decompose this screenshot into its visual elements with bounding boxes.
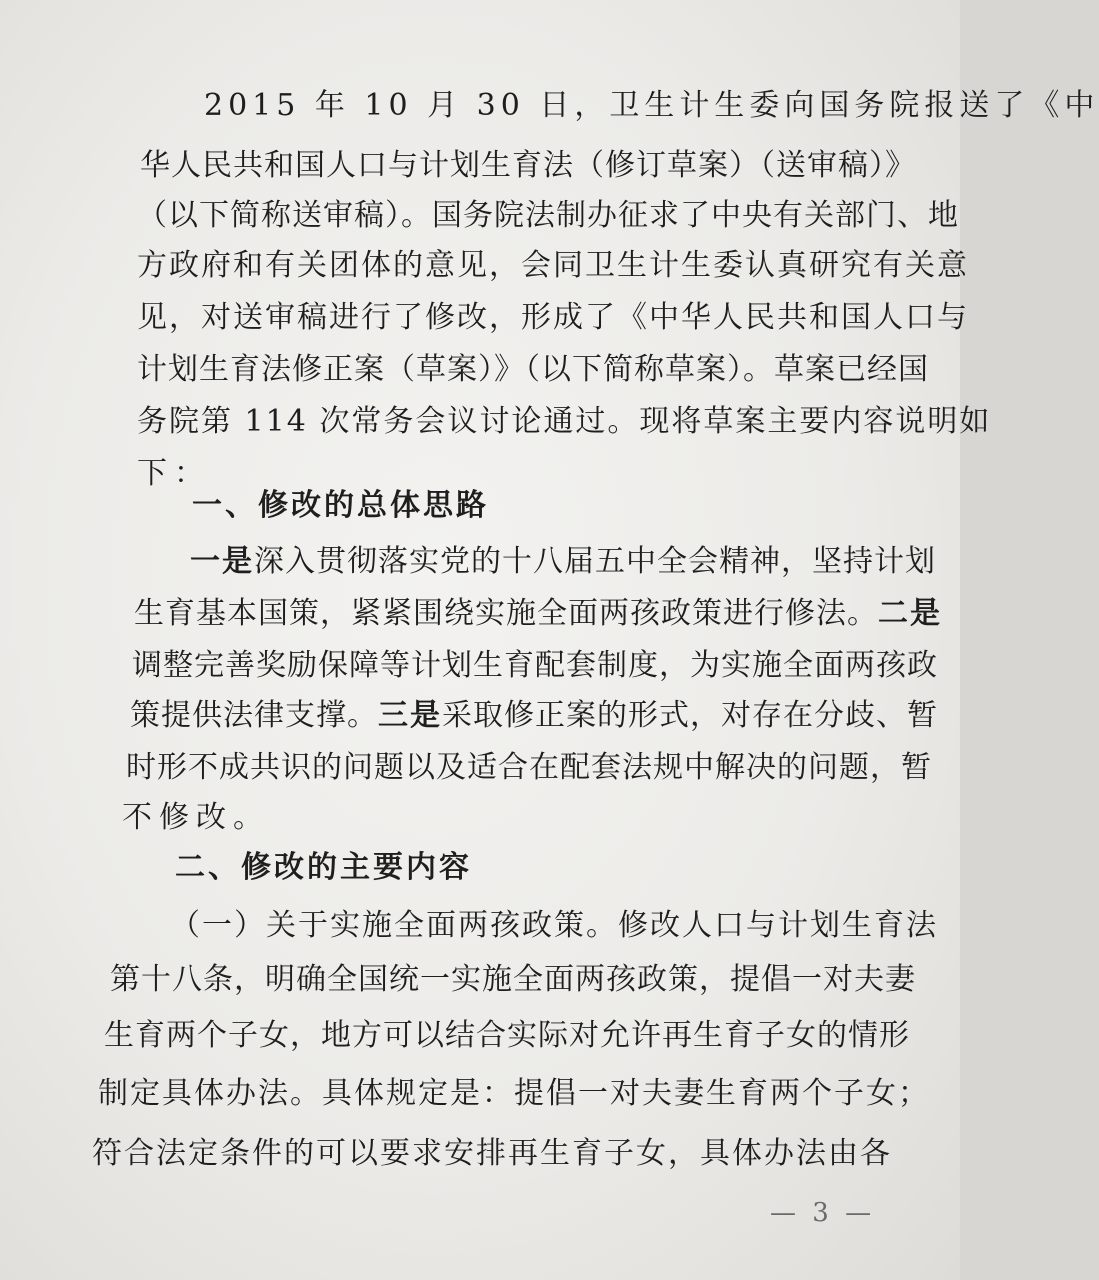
paragraph-line: 生育两个子女，地方可以结合实际对允许再生育子女的情形 — [104, 1018, 910, 1053]
section-heading: 二、修改的主要内容 — [175, 850, 472, 885]
page-number: — 3 — — [770, 1198, 876, 1228]
section-heading: 一、修改的总体思路 — [192, 488, 489, 523]
paragraph-line: 务院第 114 次常务会议讨论通过。现将草案主要内容说明如 — [137, 404, 992, 439]
emphasis-text: 二是 — [878, 596, 942, 631]
paragraph-line: 制定具体办法。具体规定是：提倡一对夫妻生育两个子女； — [98, 1076, 930, 1111]
paragraph-line: 第十八条，明确全国统一实施全面两孩政策，提倡一对夫妻 — [110, 962, 916, 997]
paragraph-line: 计划生育法修正案（草案）》（以下简称草案）。草案已经国 — [137, 352, 929, 387]
emphasis-text: 三是 — [378, 698, 442, 733]
paragraph-text: 策提供法律支撑。 — [130, 698, 378, 733]
paragraph-line: 2015 年 10 月 30 日，卫生计生委向国务院报送了《中 — [204, 88, 1099, 123]
paragraph-line — [130, 696, 938, 736]
paragraph-line: 方政府和有关团体的意见，会同卫生计生委认真研究有关意 — [137, 248, 969, 283]
paragraph-line: 符合法定条件的可以要求安排再生育子女，具体办法由各 — [92, 1136, 892, 1171]
paragraph-line: （一）关于实施全面两孩政策。修改人口与计划生育法 — [170, 908, 938, 943]
paragraph-line: 不修改。 — [122, 800, 270, 835]
paragraph-text: 生育基本国策，紧紧围绕实施全面两孩政策进行修法。 — [134, 596, 878, 631]
emphasis-text: 一是 — [190, 544, 254, 579]
paragraph-text: 深入贯彻落实党的十八届五中全会精神，坚持计划 — [254, 544, 936, 579]
paragraph-text: 采取修正案的形式，对存在分歧、暂 — [442, 698, 938, 733]
paragraph-line — [134, 594, 942, 634]
paragraph-line — [190, 542, 936, 582]
paragraph-line: 见，对送审稿进行了修改，形成了《中华人民共和国人口与 — [137, 300, 969, 335]
paragraph-line: 调整完善奖励保障等计划生育配套制度，为实施全面两孩政 — [132, 648, 938, 683]
paragraph-line: 时形不成共识的问题以及适合在配套法规中解决的问题，暂 — [126, 750, 932, 785]
paragraph-line: 华人民共和国人口与计划生育法（修订草案）（送审稿）》 — [140, 148, 916, 183]
paragraph-line: （以下简称送审稿）。国务院法制办征求了中央有关部门、地 — [137, 198, 959, 233]
paragraph-line: 下： — [137, 456, 211, 491]
